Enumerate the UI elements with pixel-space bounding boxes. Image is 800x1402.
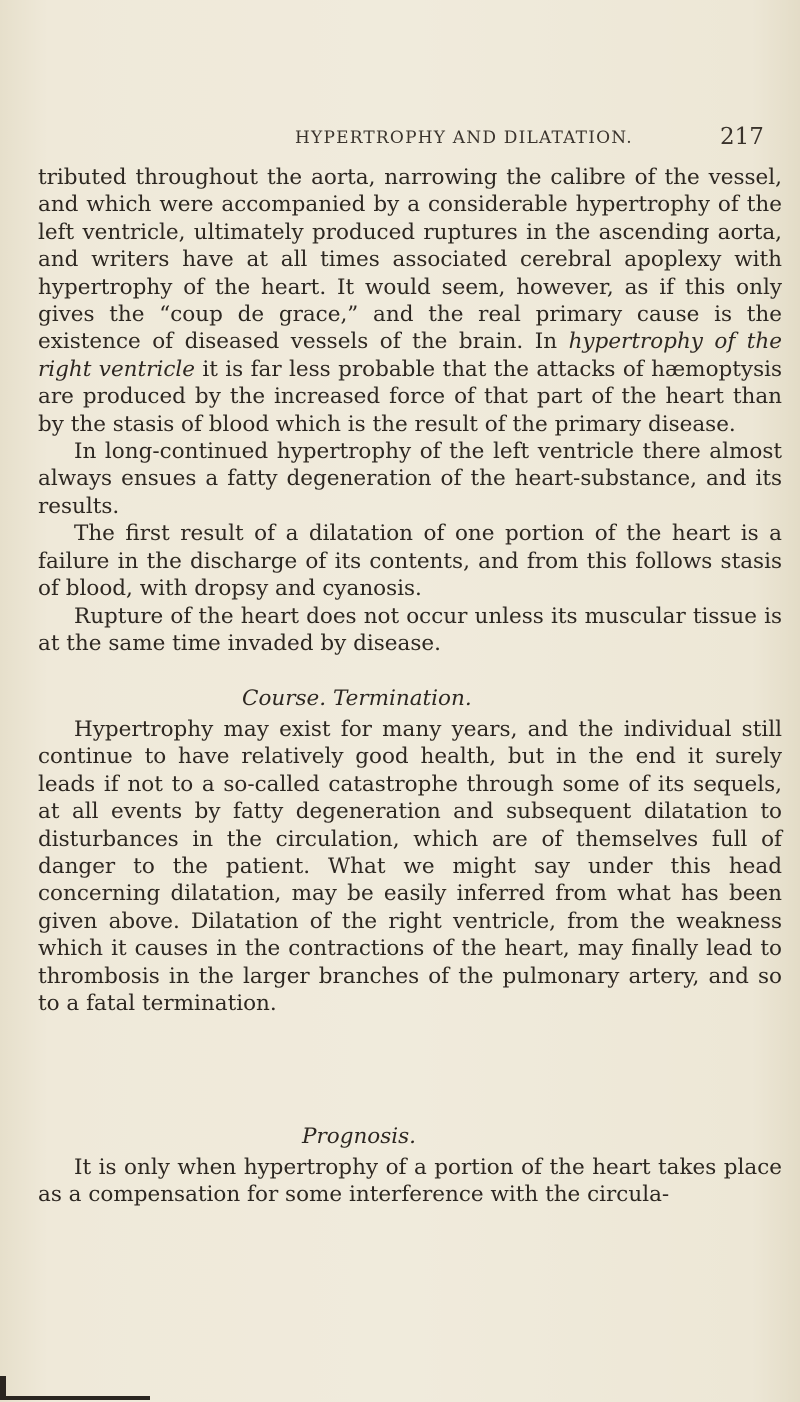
paragraph-dilatation-result: The first result of a dilatation of one portion of the heart is a failure in the discharge of its contents, and from this follows stasis of blood, with dropsy and cyanosis. bbox=[38, 521, 782, 602]
page-number: 217 bbox=[720, 124, 764, 150]
section-3-text bbox=[38, 1154, 782, 1209]
paragraph-continued bbox=[38, 164, 782, 438]
heading-course-termination: Course. Termination. bbox=[242, 686, 472, 711]
paragraph-continued-text: tributed throughout the aorta, narrowing the calibre of the vessel, and which were accompanied by a considerable hypertrophy of the left ventricle, ultimately produced ruptures in the ascending aorta, and writers have at all times associated cerebral apoplexy with hypertrophy of the heart. It would seem, however, as if this only gives the “coup de grace,” and the real primary cause is the existence of diseased vessels of the brain. bbox=[38, 165, 782, 355]
section-2-text bbox=[38, 716, 782, 1017]
paragraph-course: Hypertrophy may exist for many years, and the individual still continue to have relatively good health, but in the end it surely leads if not to a so-called catastrophe through some of its sequels, at all events by fatty degeneration and subsequent dilatation to disturbances in the circulation, which are of themselves full of danger to the patient. What we might say under this head concerning dilatation, may be easily inferred from what has been given above. Dilatation of the right ventricle, from the weakness which it causes in the contractions of the heart, may finally lead to thrombosis in the larger branches of the pulmonary artery, and so to a fatal termination. bbox=[38, 717, 782, 1017]
paragraph-fatty-degeneration: In long-continued hypertrophy of the left ventricle there almost always ensues a fatty degeneration of the heart-substance, and its results. bbox=[38, 439, 782, 519]
running-title: HYPERTROPHY AND DILATATION. bbox=[295, 128, 633, 148]
section-1-text bbox=[38, 164, 782, 657]
italic-phrase: hypertrophy of the right ventricle bbox=[38, 329, 782, 382]
heading-prognosis: Prognosis. bbox=[302, 1124, 417, 1149]
paragraph-rupture: Rupture of the heart does not occur unless its muscular tissue is at the same time invaded by disease. bbox=[38, 603, 782, 656]
page-edge-mark bbox=[0, 1396, 150, 1400]
paragraph-continued-post: it is far less probable that the attacks of hæmoptysis are produced by the increased force of that part of the heart than by the stasis of blood which is the result of the primary disease. bbox=[38, 356, 783, 437]
paragraph-prognosis: It is only when hypertrophy of a portion of the heart takes place as a compensation for some interference with the circula- bbox=[38, 1155, 782, 1208]
paragraph-continued-pre: In bbox=[534, 329, 569, 355]
page-edge-tick bbox=[0, 1376, 6, 1400]
